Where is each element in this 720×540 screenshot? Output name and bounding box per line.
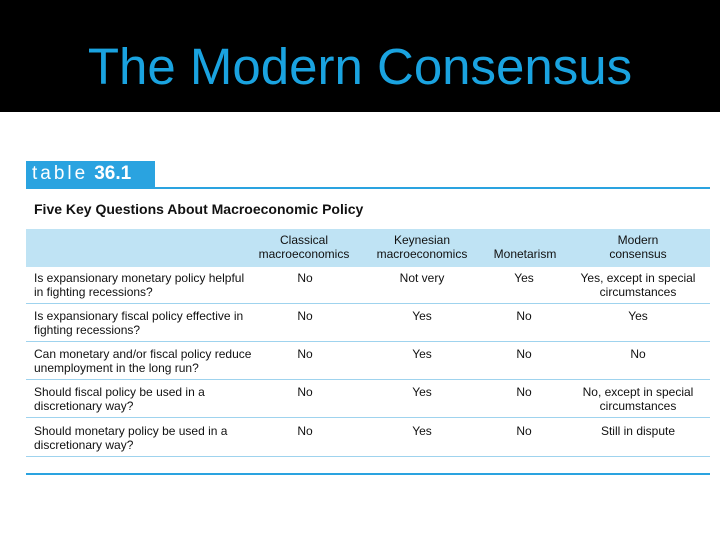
row-divider	[26, 379, 710, 380]
row-3-monetarism: No	[516, 347, 532, 361]
row-1-keynesian: Not very	[399, 271, 445, 285]
row-2-keynesian: Yes	[412, 309, 432, 323]
row-divider	[26, 341, 710, 342]
row-1-classical: No	[297, 271, 313, 285]
row-3-keynesian: Yes	[412, 347, 432, 361]
table-top-rule	[26, 187, 710, 189]
row-3-modern: No	[630, 347, 646, 361]
column-header-monetarism: Monetarism	[493, 247, 557, 261]
row-1-monetarism: Yes	[514, 271, 534, 285]
row-1-question: Is expansionary monetary policy helpful in fighting recessions?	[34, 271, 245, 299]
row-3-question: Can monetary and/or fiscal policy reduce unemployment in the long run?	[34, 347, 252, 375]
row-4-monetarism: No	[516, 385, 532, 399]
row-1-modern: Yes, except in special circumstances	[580, 271, 696, 299]
row-2-question: Is expansionary fiscal policy effective in fighting recessions?	[34, 309, 244, 337]
row-5-question: Should monetary policy be used in a discretionary way?	[34, 424, 228, 452]
row-4-modern: No, except in special circumstances	[582, 385, 694, 413]
row-3-classical: No	[297, 347, 313, 361]
row-divider	[26, 456, 710, 457]
column-header-keynesian: Keynesian macroeconomics	[376, 233, 468, 261]
row-4-question: Should fiscal policy be used in a discretionary way?	[34, 385, 205, 413]
row-2-classical: No	[297, 309, 313, 323]
table-tag	[26, 161, 155, 187]
column-header-classical: Classical macroeconomics	[258, 233, 350, 261]
row-5-classical: No	[297, 424, 313, 438]
slide-title: The Modern Consensus	[87, 38, 633, 95]
table-tag-number: 36.1	[94, 163, 132, 184]
table-tag-word: table	[32, 163, 89, 184]
row-5-modern: Still in dispute	[600, 424, 676, 438]
row-4-classical: No	[297, 385, 313, 399]
row-4-keynesian: Yes	[412, 385, 432, 399]
row-5-monetarism: No	[516, 424, 532, 438]
row-5-keynesian: Yes	[412, 424, 432, 438]
row-divider	[26, 303, 710, 304]
row-2-modern: Yes	[628, 309, 648, 323]
column-header-modern: Modern consensus	[609, 233, 667, 261]
table-heading: Five Key Questions About Macroeconomic Policy	[34, 201, 364, 217]
row-divider	[26, 417, 710, 418]
row-2-monetarism: No	[516, 309, 532, 323]
table-bottom-rule	[26, 473, 710, 475]
